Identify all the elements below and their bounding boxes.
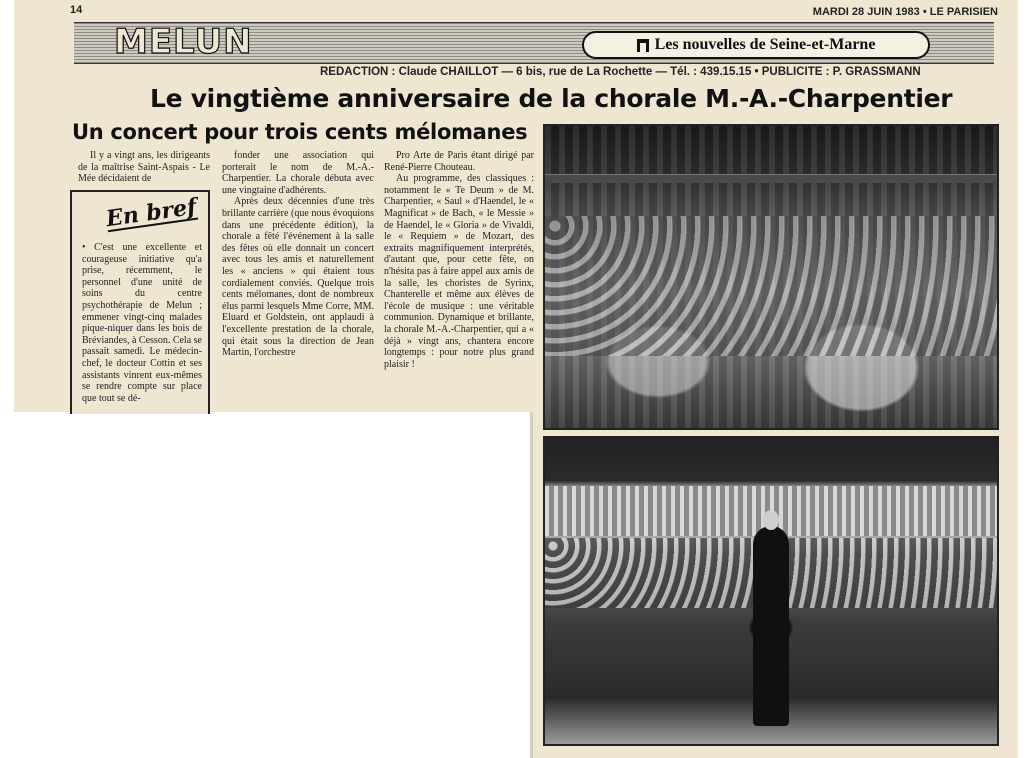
headline: Le vingtième anniversaire de la chorale M.-A.-Charpentier — [150, 84, 953, 113]
brief-title: En bref — [104, 193, 199, 233]
article-column-1 — [78, 150, 210, 185]
column-3-paragraph-2: Au programme, des classiques : notamment le « Te Deum » de M. Charpentier, « Saul » d'Haendel, le « Magnificat » de Bach, « le Messie » de Haendel, le « Gloria » de Vivaldi, le « Requiem » de Mozart, des extraits magnifiquement interprétés, d'autant que, pour cette fête, on n'hésita pas à faire appel aux amis de la salle, les choristes de Syrinx, Chanterelle et même aux élèves de l'école de musique : une véritable communion. Dynamique et brillante, la chorale M.-A.-Charpentier, qui a « déjà » vingt ans, chantera encore longtemps : pour notre plus grand plaisir ! — [384, 173, 534, 370]
ceiling-beam — [545, 174, 997, 183]
date-line: MARDI 28 JUIN 1983 • LE PARISIEN — [812, 6, 998, 18]
section-name: MELUN — [114, 22, 253, 62]
column-3-paragraph-1: Pro Arte de Paris étant dirigé par René-Pierre Chouteau. — [384, 150, 534, 173]
article-column-3 — [384, 150, 534, 370]
column-1-text: Il y a vingt ans, les dirigeants de la maîtrise Saint-Aspais - Le Mée décidaient de — [78, 150, 210, 185]
column-2-paragraph-1: fonder une association qui porterait le nom de M.-A.-Charpentier. La chorale débuta avec une vingtaine d'adhérents. — [222, 150, 374, 196]
audience-crowd — [545, 216, 997, 356]
brief-text: • C'est une excellente et courageuse initiative qu'a prise, récemment, le personnel d'une unité de soins du centre psychothérapie de Melun ; emmener vingt-cinq malades pique-niquer dans les bois de Bréviandes, à Cesson. Cela se passait samedi. Le médecin-chef, le docteur Cottin et ses assistants vinrent eux-mêmes se rendre compte sur place que tout se dé- — [82, 242, 202, 404]
brief-box — [70, 190, 210, 414]
regional-badge-label: Les nouvelles de Seine-et-Marne — [654, 36, 876, 53]
audience-photo — [543, 124, 999, 430]
article-column-2 — [222, 150, 374, 359]
editorial-credits: REDACTION : Claude CHAILLOT — 6 bis, rue de La Rochette — Tél. : 439.15.15 • PUBLICITE : P. GRASSMANN — [320, 66, 921, 78]
subheadline: Un concert pour trois cents mélomanes — [72, 120, 528, 144]
newspaper-logo-icon — [637, 39, 649, 52]
concert-photo — [543, 436, 999, 746]
page-number: 14 — [70, 4, 83, 16]
paper-edge — [530, 412, 533, 758]
regional-badge — [582, 31, 930, 59]
column-2-paragraph-2: Après deux décennies d'une très brillante carrière (que nous évoquions dans une précédente édition), la chorale a fêté l'événement à la salle des fêtes où elle donnait un concert avec tous les amis et naturellement les « anciens » qui étaient tous cordialement conviés. Quelque trois cents mélomanes, dont de nombreux élus parmi lesquels Mme Corre, MM. Eluard et Goldstein, ont applaudi à l'excellente prestation de la chorale, qui était sous la direction de Jean Martin, l'orchestre — [222, 196, 374, 359]
conductor-figure — [753, 526, 789, 726]
